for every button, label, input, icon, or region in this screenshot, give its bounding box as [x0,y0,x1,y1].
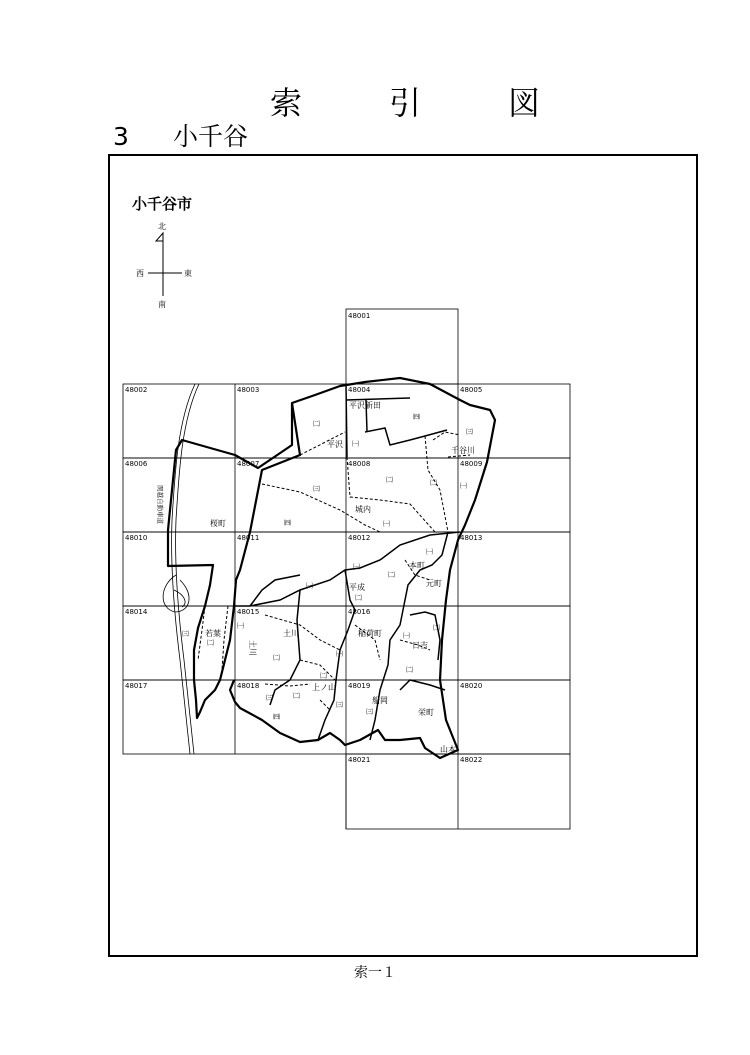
mark: ㈡ [273,654,280,662]
mark: ㈢ [266,694,273,702]
mark: ㈡ [207,639,214,647]
expressway-label: 関越自動車道 [156,485,164,524]
mark: ㈡ [293,692,300,700]
sheet-48021: 48021 [348,756,371,764]
district-hirasawa: 平沢 [327,440,343,449]
mark: ㈣ [284,519,291,527]
title-char-2: 引 [388,84,421,122]
mark: ㈡ [313,420,320,428]
mark: ㈠ [403,632,410,640]
mark: ㈡ [406,666,413,674]
mark: ㈢ [182,630,189,638]
district-hiyoshi: 日吉 [412,641,428,650]
section-name: 小千谷 [173,122,249,151]
sheet-48020: 48020 [460,682,483,690]
section-number: 3 [113,122,129,151]
mark: ㈣ [273,713,280,721]
sheet-48009: 48009 [460,460,483,468]
district-boundaries [234,384,460,740]
sheet-48001: 48001 [348,312,371,320]
mark: ㈡ [386,476,393,484]
district-motomachi: 元町 [426,579,442,588]
compass-east: 東 [184,269,192,278]
sheet-48010: 48010 [125,534,148,542]
district-hirasawa-shinden: 平沢新田 [349,401,381,410]
sheet-48017: 48017 [125,682,148,690]
mark: ㈢ [313,485,320,493]
mark: ㈠ [237,622,244,630]
compass-west: 西 [136,269,144,278]
district-heisei: 平成 [349,583,365,592]
city-boundary [168,378,495,758]
sheet-48018: 48018 [237,682,260,690]
district-wakaba: 若葉 [205,629,221,638]
sheet-48022: 48022 [460,756,483,764]
compass-north: 北 [158,222,166,231]
sheet-48002: 48002 [125,386,148,394]
sheet-48005: 48005 [460,386,483,394]
compass-south: 南 [158,300,166,309]
mark: ㈡ [320,672,327,680]
sheet-48019: 48019 [348,682,371,690]
city-name: 小千谷市 [132,195,193,213]
mark: ㈠ [383,520,390,528]
mark: ㈡ [388,571,395,579]
sheet-48003: 48003 [237,386,260,394]
district-sakaemachi: 栄町 [418,708,434,717]
district-chiyagawa: 千谷川 [451,446,475,455]
mark: ㈡ [355,594,362,602]
mark: ㈠ [353,563,360,571]
district-yamamoto: 山本 [440,745,456,754]
mark: ㈡ [433,624,440,632]
sheet-48013: 48013 [460,534,483,542]
sheet-48014: 48014 [125,608,148,616]
compass-icon [148,233,182,296]
sheet-48012: 48012 [348,534,371,542]
district-kaminoyama: 上ノ山 [312,683,336,692]
district-inarimachi: 稲荷町 [358,629,382,638]
mark: ㈠ [460,482,467,490]
sheet-48006: 48006 [125,460,148,468]
district-funaoka: 船岡 [372,696,388,705]
sheet-48004: 48004 [348,386,371,394]
district-honcho: 本町 [409,561,425,570]
mark: ㈡ [430,479,437,487]
title-char-3: 図 [507,84,540,122]
mark: ㈠ [352,440,359,448]
district-jonai: 城内 [355,505,371,514]
sheet-48016: 48016 [348,608,371,616]
mark: ㈠ [306,582,313,590]
sheet-48007: 48007 [237,460,260,468]
mark: ㈠ [336,650,343,658]
sheet-48015: 48015 [237,608,260,616]
page-number: 索一１ [354,965,396,981]
district-tsuchikawa: 土川 [283,629,299,638]
mark: ㈠ [426,548,433,556]
mark: ㈢ [466,428,473,436]
district-sakuramachi: 桜町 [210,519,226,528]
title-char-1: 索 [270,84,303,122]
mark: ㈢ [366,708,373,716]
sheet-48011: 48011 [237,534,260,542]
mark: ㈣ [413,413,420,421]
mark: ㈢ [336,701,343,709]
district-tsuchikawa-vertical: 土川 [248,640,257,656]
sheet-48008: 48008 [348,460,371,468]
